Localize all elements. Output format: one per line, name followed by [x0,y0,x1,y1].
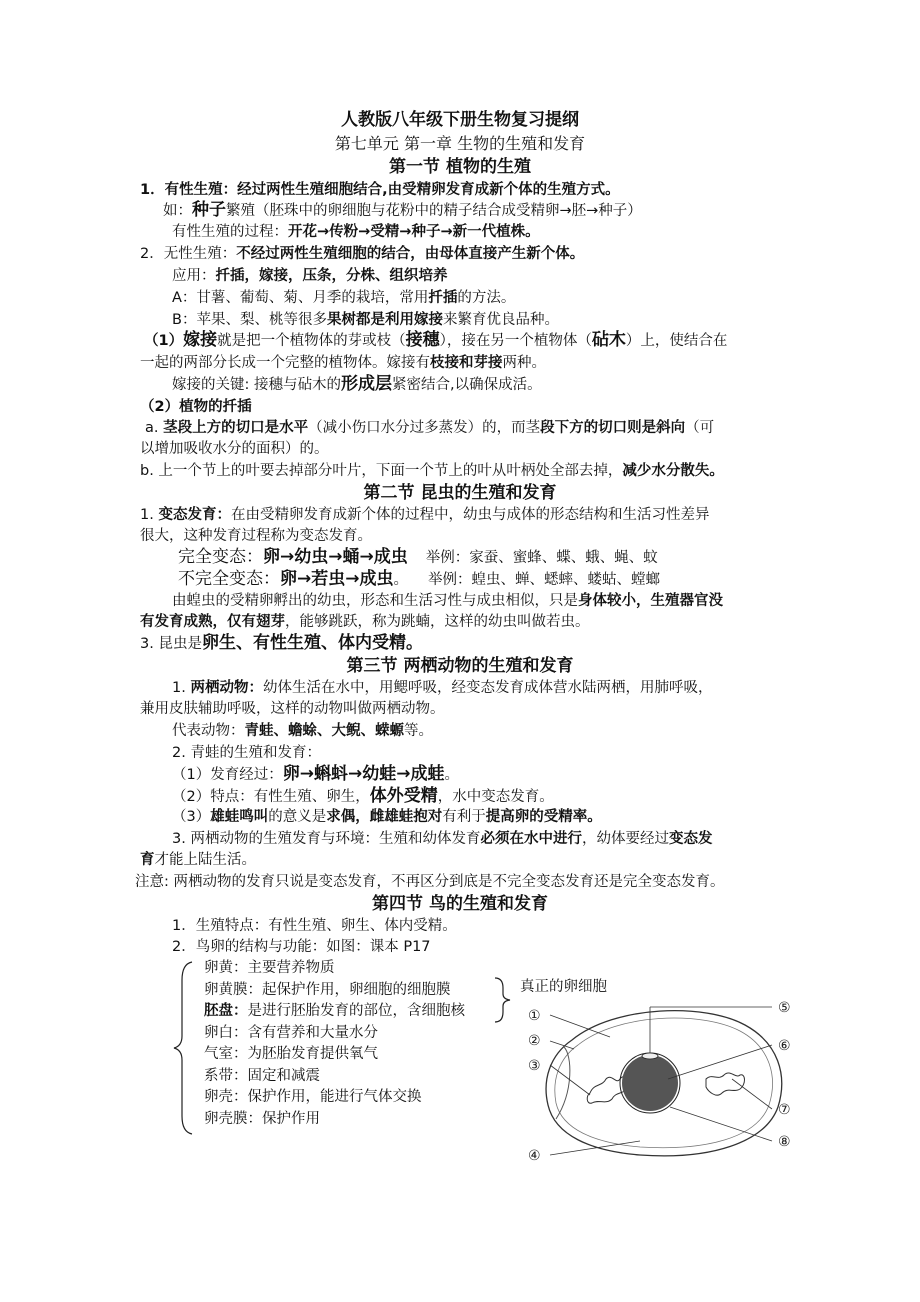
s3-line-8: 3. 两栖动物的生殖发育与环境：生殖和幼体发育必须在水中进行，幼体要经过变态发 [172,831,713,847]
yolk [622,1055,678,1111]
s1-line-2: 如：种子繁殖（胚珠中的卵细胞与花粉中的精子结合成受精卵→胚→种子） [163,200,642,220]
egg-part-description: 主要营养物质 [247,960,335,976]
s1-line-7: B：苹果、梨、桃等很多果树都是利用嫁接来繁育优良品种。 [172,312,559,328]
egg-part-description: 保护作用 [262,1110,320,1127]
egg-part-name: 卵黄： [204,960,248,976]
s1-line-1: 1．有性生殖：经过两性生殖细胞结合,由受精卵发育成新个体的生殖方式。 [140,182,620,198]
s1-line-14: b. 上一个节上的叶要去掉部分叶片，下面一个节上的叶从叶柄处全部去掉，减少水分散失。 [140,463,724,479]
true-egg-cell-label: 真正的卵细胞 [520,979,607,995]
egg-part-item [204,1044,378,1064]
s2-line-3: 完全变态：卵→幼虫→蛹→成虫 举例：家蚕、蜜蜂、蝶、蛾、蝇、蚊 [178,547,658,567]
egg-diagram-label: ③ [528,1058,541,1074]
s4-line-2: 2．鸟卵的结构与功能：如图：课本 P17 [172,939,431,955]
egg-part-description: 起保护作用，卵细胞的细胞膜 [262,981,451,998]
egg-part-item [204,980,451,1000]
egg-diagram-label: ④ [528,1148,541,1164]
page-title: 人教版八年级下册生物复习提纲 [341,110,579,130]
egg-part-item [204,1023,378,1043]
s2-line-2: 很大，这种发育过程称为变态发育。 [140,528,372,544]
s1-line-4: 2．无性生殖：不经过两性生殖细胞的结合，由母体直接产生新个体。 [140,246,585,262]
egg-diagram-label: ① [528,1008,541,1024]
s3-line-4: 2. 青蛙的生殖和发育： [172,745,321,761]
s1-line-13: 以增加吸收水分的面积）的。 [140,441,329,457]
s3-note: 注意: 两栖动物的发育只说是变态发育，不再区分到底是不完全变态发育还是完全变态发育。 [135,874,725,890]
s3-line-1: 1. 两栖动物：幼体生活在水中，用鳃呼吸，经变态发育成体营水陆两栖，用肺呼吸， [172,680,713,696]
egg-part-item [204,958,335,978]
egg-part-description: 是进行胚胎发育的部位，含细胞核 [247,1003,465,1019]
section-1-heading: 第一节 植物的生殖 [389,157,531,177]
s2-line-4: 不完全变态：卵→若虫→成虫。 举例：蝗虫、蝉、蟋蟀、蝼蛄、螳螂 [178,569,660,589]
section-4-heading: 第四节 鸟的生殖和发育 [372,894,548,914]
left-brace [170,958,200,1138]
egg-part-description: 固定和减震 [247,1067,320,1084]
s1-line-10: 嫁接的关键: 接穗与砧木的形成层紧密结合,以确保成活。 [172,374,542,394]
s2-line-1: 1. 变态发育：在由受精卵发育成新个体的过程中，幼虫与成体的形态结构和生活习性差异 [140,507,710,523]
egg-diagram-label: ⑦ [778,1102,791,1118]
section-2-heading: 第二节 昆虫的生殖和发育 [363,483,557,503]
s3-line-9: 育才能上陆生活。 [140,852,256,868]
egg-part-item [204,1109,320,1129]
egg-part-name: 系带： [204,1067,248,1084]
s1-line-5: 应用：扦插，嫁接，压条，分株、组织培养 [172,268,448,284]
s1-line-3: 有性生殖的过程：开花→传粉→受精→种子→新一代植株。 [172,224,540,240]
egg-part-name: 卵黄膜： [204,981,262,998]
s1-line-6: A：甘薯、葡萄、菊、月季的栽培，常用扦插的方法。 [172,290,516,306]
egg-part-description: 为胚胎发育提供氧气 [247,1046,378,1062]
s3-line-3: 代表动物：青蛙、蟾蜍、大鲵、蝾螈等。 [172,723,433,739]
chapter-subtitle: 第七单元 第一章 生物的生殖和发育 [334,134,586,153]
egg-diagram-label: ② [528,1033,541,1049]
s2-line-6: 有发育成熟，仅有翅芽，能够跳跃，称为跳蝻，这样的幼虫叫做若虫。 [140,614,590,630]
section-3-heading: 第三节 两栖动物的生殖和发育 [346,656,574,676]
s1-line-12: a. 茎段上方的切口是水平（减小伤口水分过多蒸发）的，而茎段下方的切口则是斜向（可 [145,420,715,436]
s1-line-8: （1）嫁接就是把一个植物体的芽或枝（接穗），接在另一个植物体（砧木）上，使结合在 [144,330,728,350]
egg-diagram-label: ⑧ [778,1134,791,1150]
s2-line-5: 由蝗虫的受精卵孵出的幼虫，形态和生活习性与成虫相似，只是身体较小，生殖器官没 [172,593,723,609]
s1-line-9: 一起的两部分长成一个完整的植物体。嫁接有枝接和芽接两种。 [140,355,546,371]
egg-part-item [204,1066,320,1086]
egg-part-item [204,1001,465,1021]
egg-diagram-label: ⑤ [778,1000,791,1016]
egg-diagram-label: ⑥ [778,1038,791,1054]
s3-line-6: （2）特点：有性生殖、卵生，体外受精，水中变态发育。 [172,786,554,806]
egg-diagram [520,995,810,1175]
egg-part-name: 胚盘： [204,1003,248,1019]
egg-part-description: 含有营养和大量水分 [247,1024,378,1041]
s2-line-7: 3. 昆虫是卵生、有性生殖、体内受精。 [140,633,423,653]
egg-part-name: 卵壳膜： [204,1110,262,1127]
s3-line-7: （3）雄蛙鸣叫的意义是求偶，雌雄蛙抱对有利于提高卵的受精率。 [172,809,602,825]
egg-part-name: 卵白： [204,1024,248,1041]
s3-line-5: （1）发育经过：卵→蝌蚪→幼蛙→成蛙。 [172,764,459,784]
right-brace [493,976,515,1024]
germinal-disc [642,1053,658,1059]
egg-part-item [204,1087,422,1107]
egg-part-name: 卵壳： [204,1089,248,1105]
s1-line-11: （2）植物的扦插 [140,399,252,415]
egg-part-name: 气室： [204,1046,248,1062]
s4-line-1: 1．生殖特点：有性生殖、卵生、体内受精。 [172,918,457,934]
s3-line-2: 兼用皮肤辅助呼吸，这样的动物叫做两栖动物。 [140,701,445,717]
egg-part-description: 保护作用，能进行气体交换 [247,1089,422,1105]
